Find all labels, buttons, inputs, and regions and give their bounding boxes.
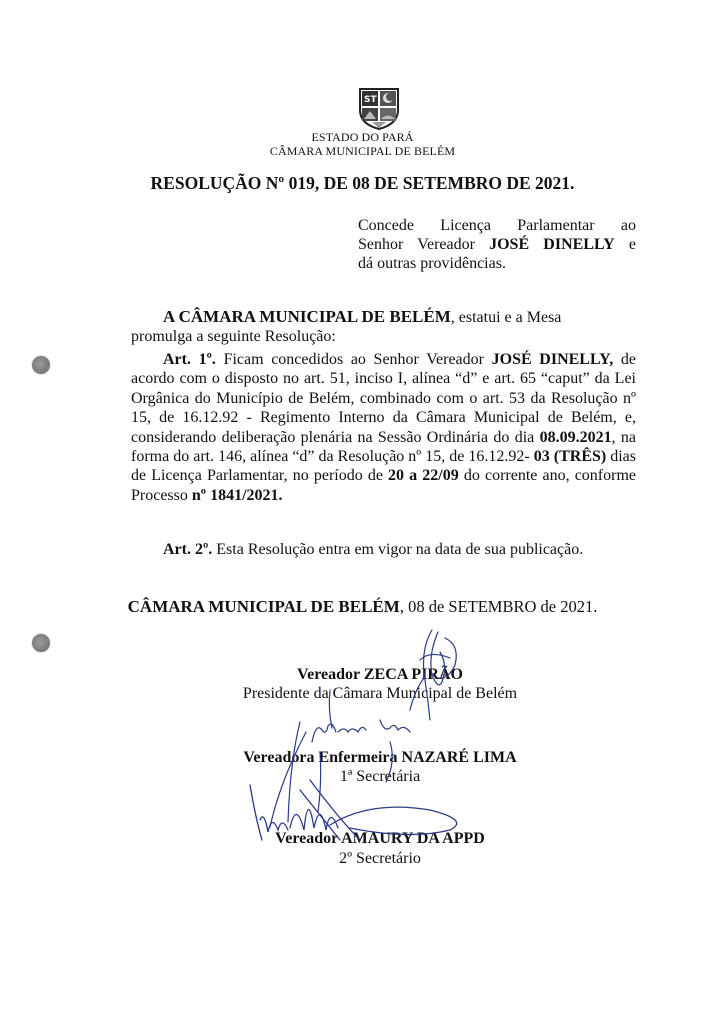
art1-text: de acordo com o disposto no art. 51, inciso I, alínea “d” e art. 65 “caput” da Lei Orgânica do Município de Belém, combinado com o art. 53 da Resolução nº 15, de 16.12.92 - Regimento Interno da Câmara Municipal de Belém, e, considerando deliberação plenária na Sessão Ordinária do dia xyxy=(131,351,637,446)
ementa-councilor-name: JOSÉ DINELLY xyxy=(489,236,615,253)
art1-process: nº 1841/2021. xyxy=(191,486,283,504)
signature-1-role: Presidente da Câmara Municipal de Belém xyxy=(242,685,518,702)
art1-period: 20 a 22/09 xyxy=(388,467,459,485)
art1-session-date: 08.09.2021 xyxy=(539,428,612,446)
header-chamber: CÂMARA MUNICIPAL DE BELÉM xyxy=(269,144,456,158)
signature-1-name: Vereador ZECA PIRÃO xyxy=(297,666,463,683)
coat-of-arms-icon xyxy=(358,86,400,130)
preamble-chamber: A CÂMARA MUNICIPAL DE BELÉM xyxy=(163,307,451,326)
preamble-line-2: promulga a seguinte Resolução: xyxy=(131,328,336,346)
closing-chamber: CÂMARA MUNICIPAL DE BELÉM xyxy=(127,597,400,616)
art1-text: , na forma do art. 146, alínea “d” da Resolução nº 15, de 16.12.92- xyxy=(131,428,636,466)
punch-hole-top xyxy=(32,356,50,374)
art1-text: do corrente ano, conforme Processo xyxy=(131,467,637,504)
art2-text: Esta Resolução entra em vigor na data de sua publicação. xyxy=(212,541,584,558)
closing-line xyxy=(0,597,725,617)
art1-councilor-name: JOSÉ DINELLY, xyxy=(491,351,614,368)
ementa-text: Senhor Vereador xyxy=(358,236,490,253)
signature-3-name: Vereador AMAURY DA APPD xyxy=(275,830,485,847)
signature-2-role: 1ª Secretária xyxy=(339,768,421,785)
art1-text: Ficam concedidos ao Senhor Vereador xyxy=(215,351,492,368)
resolution-title: RESOLUÇÃO Nº 019, DE 08 DE SETEMBRO DE 2021. xyxy=(150,173,575,193)
art1-days: 03 (TRÊS) xyxy=(533,448,607,466)
signature-3-role: 2º Secretário xyxy=(339,850,421,867)
ementa-text: e xyxy=(614,236,636,253)
ementa-line-3: dá outras providências. xyxy=(358,255,506,272)
preamble xyxy=(131,307,636,347)
preamble-text: , estatui e a Mesa xyxy=(450,309,562,326)
header-state: ESTADO DO PARÁ xyxy=(311,130,414,144)
art2-label: Art. 2º. xyxy=(163,541,213,558)
article-1 xyxy=(131,350,636,505)
article-2 xyxy=(131,540,636,559)
signature-2-name: Vereadora Enfermeira NAZARÉ LIMA xyxy=(243,749,517,766)
ementa-line-2 xyxy=(358,235,636,254)
art1-text: dias de Licença Parlamentar, no período de xyxy=(131,448,637,485)
ementa xyxy=(358,216,636,273)
closing-date: , 08 de SETEMBRO de 2021. xyxy=(399,597,598,616)
ementa-line-1: Concede Licença Parlamentar ao xyxy=(358,217,636,234)
svg-text:ST: ST xyxy=(364,95,377,105)
art1-label: Art. 1º. xyxy=(163,351,216,368)
punch-hole-bottom xyxy=(32,634,50,652)
